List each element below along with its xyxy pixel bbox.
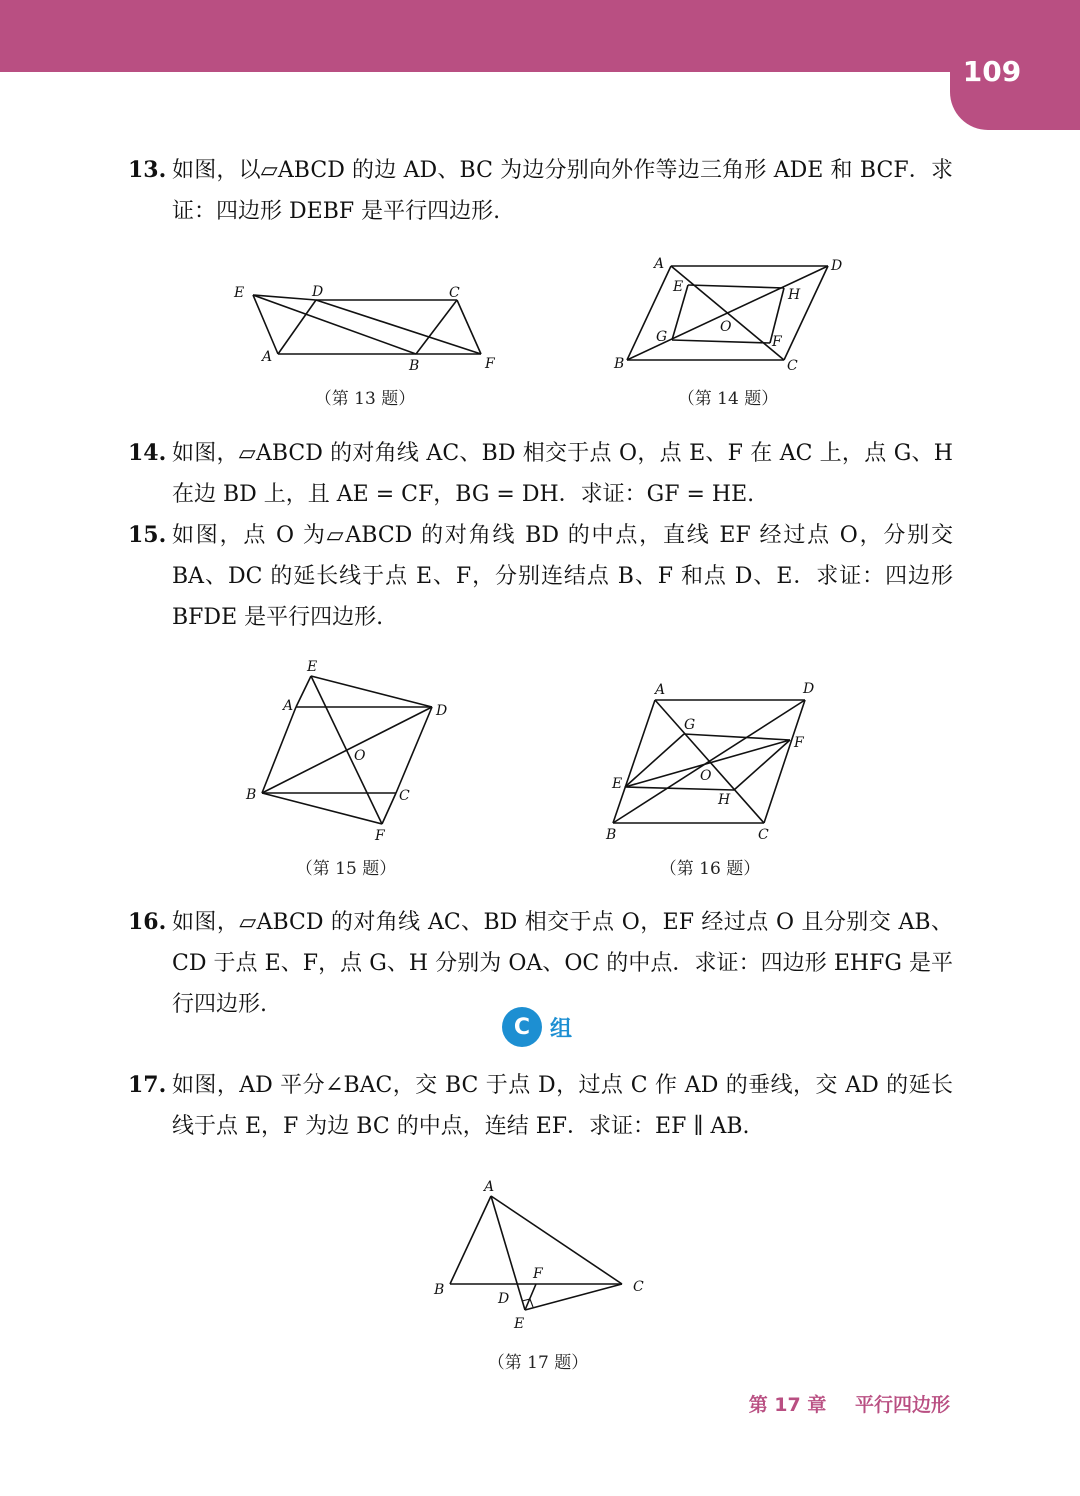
group-label: 组 <box>550 1016 573 1042</box>
problem-number: 13. <box>128 157 167 183</box>
group-heading <box>502 1006 572 1048</box>
label-e: E <box>514 1316 525 1332</box>
problem-text: 如图，点 O 为▱ABCD 的对角线 BD 的中点，直线 EF 经过点 O，分别交 BA、DC 的延长线于点 E、F，分别连结点 B、F 和点 D、E．求证：四边形 BFDE 是平行四边形. <box>172 523 953 630</box>
problem-text: 如图，▱ABCD 的对角线 AC、BD 相交于点 O，EF 经过点 O 且分别交 AB、CD 于点 E、F，点 G、H 分别为 OA、OC 的中点．求证：四边形 EHFG 是平行四边形. <box>172 910 953 1017</box>
figure-14-caption: （第 14 题） <box>677 389 779 409</box>
edge-gf <box>684 734 790 740</box>
ext-cf <box>382 793 396 824</box>
label-f: F <box>485 356 495 372</box>
label-c: C <box>633 1279 644 1295</box>
ext-ae <box>296 676 311 707</box>
label-a: A <box>283 698 294 714</box>
label-g: G <box>684 717 696 733</box>
label-f: F <box>375 828 385 844</box>
label-c: C <box>787 358 798 374</box>
label-a: A <box>655 682 666 698</box>
figure-14 <box>605 252 850 377</box>
label-e: E <box>307 659 318 675</box>
label-o: O <box>720 319 732 335</box>
label-o: O <box>354 748 366 764</box>
edge-ed <box>311 676 432 707</box>
edge-ab <box>450 1196 491 1284</box>
chapter-footer <box>749 1390 950 1417</box>
label-b: B <box>409 358 420 374</box>
label-b: B <box>614 356 625 372</box>
label-e: E <box>234 285 245 301</box>
label-h: H <box>788 287 801 303</box>
label-d: D <box>803 681 815 697</box>
edge-ef <box>525 1284 536 1310</box>
label-h: H <box>718 792 731 808</box>
label-d: D <box>312 284 324 300</box>
label-f: F <box>794 735 804 751</box>
edge-ec <box>525 1284 622 1310</box>
problem-text: 如图，▱ABCD 的对角线 AC、BD 相交于点 O，点 E、F 在 AC 上，点 G、H 在边 BD 上，且 AE = CF，BG = DH．求证：GF = HE. <box>172 441 953 507</box>
edge-cb <box>416 300 457 354</box>
header-bar <box>0 0 1080 72</box>
problem-17 <box>128 1065 953 1147</box>
problem-15 <box>128 515 953 638</box>
edge-bf <box>262 793 382 824</box>
problem-number: 16. <box>128 909 167 935</box>
page-number: 109 <box>962 55 1022 88</box>
label-b: B <box>434 1282 445 1298</box>
label-a: A <box>654 256 665 272</box>
edge-dc <box>784 266 828 360</box>
edge-eh <box>688 285 784 288</box>
edge-ba <box>627 266 671 360</box>
edge-ba <box>262 707 296 793</box>
edge-ea <box>253 295 278 354</box>
figure-17-caption: （第 17 题） <box>487 1353 589 1373</box>
label-d: D <box>436 703 448 719</box>
edge-ad <box>278 300 316 354</box>
edge-dc <box>396 707 432 793</box>
diag-bd <box>627 266 828 360</box>
edge-ac <box>491 1196 622 1284</box>
figure-15 <box>240 652 455 847</box>
chapter-title: 平行四边形 <box>854 1394 950 1416</box>
group-badge: C <box>502 1007 542 1047</box>
label-o: O <box>700 768 712 784</box>
figure-13-caption: （第 13 题） <box>314 389 416 409</box>
label-c: C <box>399 788 410 804</box>
edge-dc <box>764 700 805 823</box>
label-f: F <box>772 334 782 350</box>
figure-15-caption: （第 15 题） <box>295 859 397 879</box>
problem-14 <box>128 433 953 515</box>
label-e: E <box>612 776 623 792</box>
problem-number: 17. <box>128 1072 167 1098</box>
figure-17 <box>425 1172 650 1337</box>
label-e: E <box>673 279 684 295</box>
label-f: F <box>533 1266 543 1282</box>
label-c: C <box>758 827 769 843</box>
label-b: B <box>246 787 257 803</box>
figure-16 <box>600 675 825 847</box>
chapter-number: 第 17 章 <box>748 1394 827 1416</box>
label-c: C <box>449 285 460 301</box>
figure-16-caption: （第 16 题） <box>659 859 761 879</box>
diag-bd <box>613 700 805 823</box>
problem-13 <box>128 150 953 232</box>
label-d: D <box>498 1291 510 1307</box>
edge-ba <box>613 700 655 823</box>
figure-13 <box>225 275 515 380</box>
problem-number: 15. <box>128 522 167 548</box>
edge-cf <box>457 300 481 354</box>
label-d: D <box>831 258 843 274</box>
diag-bd <box>262 707 432 793</box>
edge-fg <box>672 340 770 343</box>
label-a: A <box>262 349 273 365</box>
problem-number: 14. <box>128 440 167 466</box>
label-b: B <box>606 827 617 843</box>
label-a: A <box>484 1179 495 1195</box>
problem-text: 如图，以▱ABCD 的边 AD、BC 为边分别向外作等边三角形 ADE 和 BCF．求证：四边形 DEBF 是平行四边形. <box>172 158 953 224</box>
label-g: G <box>656 329 668 345</box>
problem-text: 如图，AD 平分∠BAC，交 BC 于点 D，过点 C 作 AD 的垂线，交 AD 的延长线于点 E，F 为边 BC 的中点，连结 EF．求证：EF ∥ AB. <box>172 1073 953 1139</box>
edge-he <box>625 787 734 790</box>
